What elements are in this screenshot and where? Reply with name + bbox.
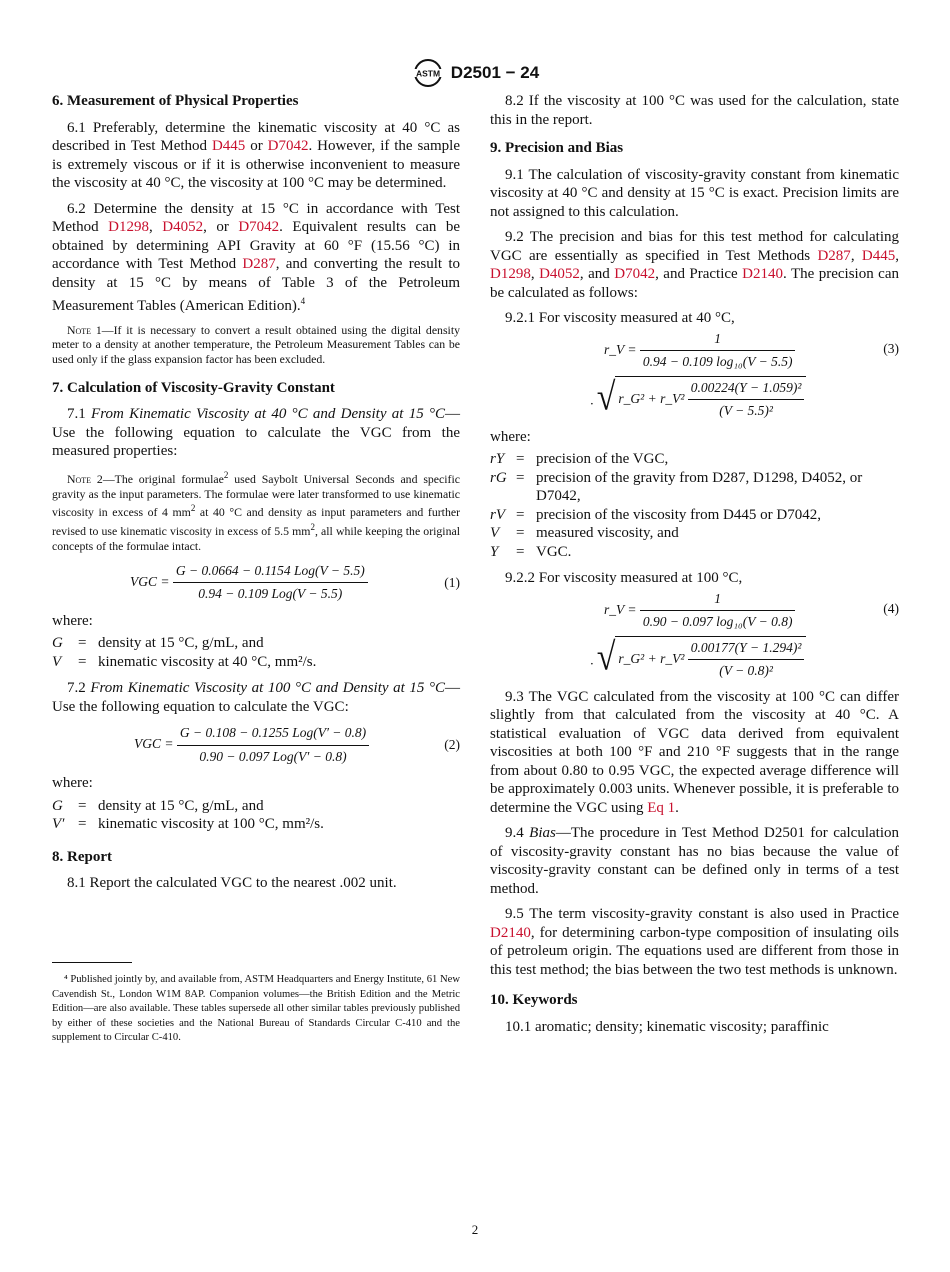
paragraph-9-2: 9.2 The precision and bias for this test method for calculating VGC are essentially as specified in Test Methods D287, D445, D1298, D4052, and D7042, and Practice D2140. The precision can be calculated as follows:	[490, 229, 900, 301]
equation-number: (4)	[883, 600, 899, 616]
paragraph-7-1: 7.1 From Kinematic Viscosity at 40 °C and Density at 15 °C—Use the following equation to calculate the VGC from the measured properties:	[52, 406, 461, 460]
where-item: V′ = kinematic viscosity at 100 °C, mm²/s.	[52, 816, 324, 833]
section-7-title: 7. Calculation of Viscosity-Gravity Constant	[52, 379, 335, 396]
equation-3: r_V = $\frac{1}{\text{0.94 − 0.109 log₁₀(V − 5.5)}}$ (3) · √ r_G² + r_V² $\frac{\text{0.00224(Y − 1.059)²}}{\text{(V − 5.5)²}}$	[590, 330, 899, 419]
ref-d287[interactable]: D287	[242, 256, 276, 272]
where-item: rV = precision of the viscosity from D445 or D7042,	[490, 506, 821, 523]
ref-d7042[interactable]: D7042	[614, 266, 656, 282]
ref-eq-1[interactable]: Eq 1	[647, 799, 676, 816]
where-item: Y = VGC.	[490, 543, 572, 560]
ref-d2140[interactable]: D2140	[490, 924, 531, 941]
right-column	[490, 92, 899, 1043]
ref-d2140[interactable]: D2140	[742, 266, 784, 282]
paragraph-9-4: 9.4 Bias—The procedure in Test Method D2501 for calculation of viscosity-gravity constant has no bias because the value of viscosity-gravity constant can be defined only in terms of a test method.	[490, 825, 899, 897]
ref-d1298[interactable]: D1298	[108, 219, 149, 235]
ref-d7042[interactable]: D7042	[267, 138, 309, 154]
page-header	[0, 58, 950, 88]
equation-number: (3)	[883, 340, 899, 356]
page-number: 2	[471, 1222, 479, 1237]
where-item: rY = precision of the VGC,	[490, 451, 669, 467]
equation-1: VGC = $\frac{\text{G − 0.0664 − 0.1154 Log(V − 5.5)}}{\text{0.94 − 0.109 Log(V − 5.5)}}$ (1)	[130, 562, 460, 602]
section-9-title: 9. Precision and Bias	[490, 140, 624, 156]
where-item: G = density at 15 °C, g/mL, and	[52, 635, 264, 652]
where-list-1	[52, 634, 460, 671]
footnote-divider	[52, 962, 132, 963]
section-8-title: 8. Report	[52, 848, 112, 865]
ref-d4052[interactable]: D4052	[539, 266, 580, 282]
paragraph-7-2: 7.2 From Kinematic Viscosity at 100 °C and Density at 15 °C—Use the following equation to calculate the VGC:	[52, 680, 461, 715]
paragraph-8-2: 8.2 If the viscosity at 100 °C was used for the calculation, state this in the report.	[490, 93, 899, 128]
where-list-3	[490, 450, 899, 561]
equation-number: (1)	[444, 574, 460, 590]
astm-logo-icon	[411, 58, 445, 88]
footnote-4: ⁴ Published jointly by, and available from, ASTM Headquarters and Energy Institute, 61 New Cavendish St., London W1M 8AP. Companion volumes—the British Edition and the Metric Edition—are also available. These tables supersede all other similar tables previously published by either of these societies and the National Bureau of Standards Circular C-410 and the supplement to Circular C-410.	[52, 974, 460, 1044]
ref-d445[interactable]: D445	[861, 247, 896, 264]
footnote-ref-4[interactable]: 4	[300, 296, 306, 306]
document-id: D2501 − 24	[450, 63, 540, 82]
section-6-title: 6. Measurement of Physical Properties	[52, 93, 299, 109]
paragraph-8-1: 8.1 Report the calculated VGC to the nearest .002 unit.	[67, 875, 397, 892]
where-label: where:	[52, 775, 93, 792]
svg-text:ASTM: ASTM	[415, 68, 440, 79]
ref-d1298[interactable]: D1298	[490, 266, 531, 282]
where-item: rG = precision of the gravity from D287, D1298, D4052, or D7042,	[490, 469, 863, 504]
ref-d445[interactable]: D445	[211, 138, 246, 154]
paragraph-9-3: 9.3 The VGC calculated from the viscosity at 100 °C can differ slightly from that calculated from the viscosity at 40 °C. A statistical evaluation of VGC data derived from equivalent viscosities at both 100 °F and 210 °F suggests that in the range from about 0.80 to 0.95 VGC, the expected average difference will be approximately 0.003 units. Whenever possible, it is preferable to determine the VGC using Eq 1.	[490, 688, 899, 816]
paragraph-6-1: 6.1 Preferably, determine the kinematic viscosity at 40 °C as described in Test Method D445 or D7042. However, if the sample is extremely viscous or if it is otherwise inconvenient to measure the viscosity at 40 °C, the viscosity at 100 °C may be determined.	[52, 119, 460, 191]
where-item: G = density at 15 °C, g/mL, and	[52, 797, 264, 814]
section-10-title: 10. Keywords	[490, 992, 578, 1008]
paragraph-9-2-1: 9.2.1 For viscosity measured at 40 °C,	[505, 310, 735, 326]
equation-4: r_V = $\frac{1}{\text{0.90 − 0.097 log₁₀(V − 0.8)}}$ (4) · √ r_G² + r_V² $\frac{\text{0.00177(Y − 1.294)²}}{\text{(V − 0.8)²}}$	[590, 590, 899, 679]
where-item: V = measured viscosity, and	[490, 525, 679, 541]
ref-d287[interactable]: D287	[817, 247, 851, 264]
where-item: V = kinematic viscosity at 40 °C, mm²/s.	[52, 653, 317, 670]
ref-d7042[interactable]: D7042	[238, 219, 280, 235]
paragraph-9-2-2: 9.2.2 For viscosity measured at 100 °C,	[505, 570, 743, 586]
paragraph-9-5: 9.5 The term viscosity-gravity constant is also used in Practice D2140, for determining carbon-type composition of insulating oils of petroleum origin. The equations used are different from those in this test method; the bias between the two test methods is unknown.	[490, 906, 899, 978]
note-2: Note 2—The original formulae$^2$ used Saybolt Universal Seconds and specific gravity as the input parameters. The formulae were later transformed to use kinematic viscosity in excess of 4 $mm^2$ at 40 °C and density as input parameters and further revised to use kinematic viscosity in excess of 5.5 $mm^2$, all while keeping the original concepts of the formulae intact.	[52, 469, 461, 553]
where-label: where:	[52, 612, 93, 629]
paragraph-9-1: 9.1 The calculation of viscosity-gravity constant from kinematic viscosity at 40 °C and density at 15 °C is exact. Precision limits are not assigned to this calculation.	[490, 166, 899, 220]
paragraph-6-2: 6.2 Determine the density at 15 °C in accordance with Test Method D1298, D4052, or D7042. Equivalent results can be obtained by determining API Gravity at 60 °F (15.56 °C) in accordance with Test Method D287, and converting the result to density at 15 °C by means of Table 3 of the Petroleum Measurement Tables (American Edition).$^4$	[52, 200, 460, 314]
equation-2: VGC = $\frac{\text{G − 0.108 − 0.1255 Log(V′ − 0.8)}}{\text{0.90 − 0.097 Log(V′ − 0.8)}}$ (2)	[134, 725, 460, 764]
where-list-2	[52, 797, 460, 834]
where-label: where:	[490, 428, 531, 445]
left-column	[52, 92, 460, 900]
ref-d4052[interactable]: D4052	[162, 219, 204, 235]
equation-number: (2)	[444, 737, 460, 753]
paragraph-10-1: 10.1 aromatic; density; kinematic viscosity; paraffinic	[505, 1018, 829, 1035]
note-1: Note 1—If it is necessary to convert a result obtained using the digital density meter to a density at another temperature, the Petroleum Measurement Tables can be used only if the glass expansion factor has been excluded.	[52, 322, 460, 367]
